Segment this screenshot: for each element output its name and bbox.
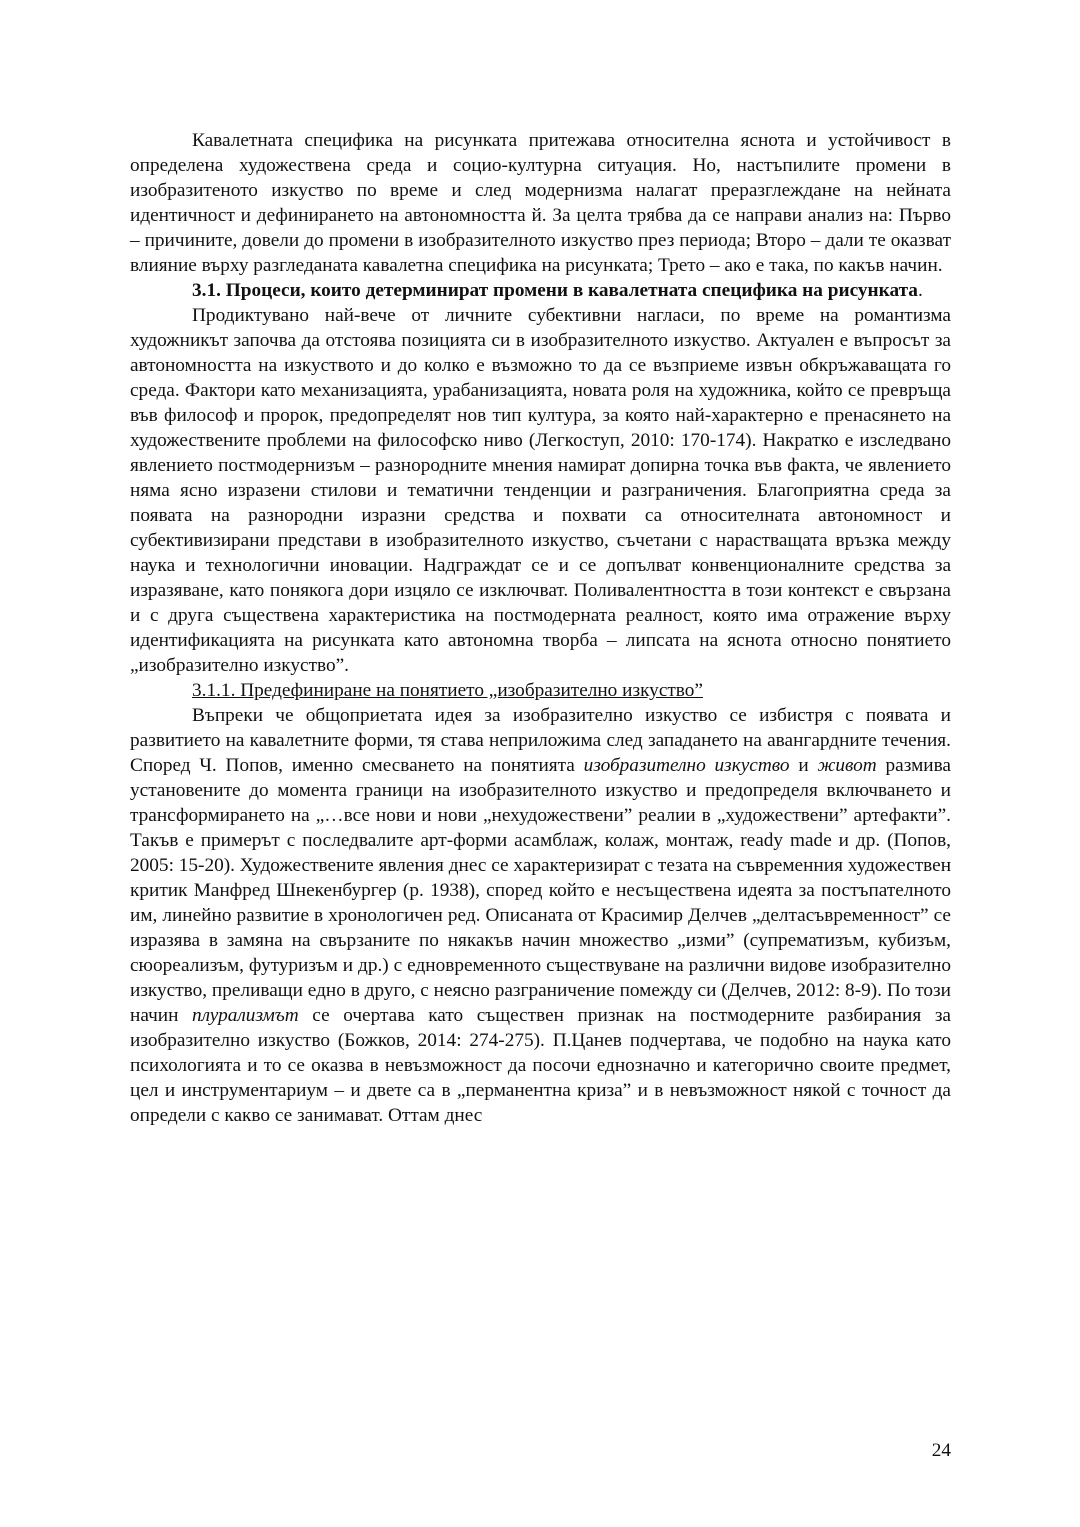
page-body: [130, 128, 951, 1128]
subsection-heading-3-1-1: [130, 678, 951, 703]
paragraph-redefinition-part-4: се очертава като съществен признак на постмодерните разбирания за изобразително изкуство (Божков, 2014: 274-275). П.Цанев подчертава, че подобно на наука като психологията и то се оказва в невъзможност да посочи еднозначно и категорично своите предмет, цел и инструментариум – и двете са в „перманентна криза” и в невъзможност някой с точност да определи с какво се занимават. Оттам днес: [130, 1005, 951, 1126]
paragraph-redefinition-part-3: размива установените до момента граници на изобразителното изкуство и предопределя включването и трансформирането на „…все нови и нови „нехудожествени” реалии в „художествени” артефакти”. Такъв е примерът с последвалите арт-форми асамблаж, колаж, монтаж, ready made и др. (Попов, 2005: 15-20). Художествените явления днес се характеризират с тезата на съвременния художествен критик Манфред Шнекенбургер (р. 1938), според който е несъществена идеята за постъпателното им, линейно развитие в хронологичен ред. Описаната от Красимир Делчев „делтасъвременност” се изразява в замяна на свързаните по някакъв начин множество „изми” (супрематизъм, кубизъм, сюореализъм, футуризъм и др.) с едновременното съществуване на различни видове изобразително изкуство, преливащи едно в друго, с неясно разграничение помежду си (Делчев, 2012: 8-9). По този начин: [130, 755, 952, 1026]
paragraph-redefinition: [130, 703, 951, 1128]
paragraph-romanticism: Продиктувано най-вече от личните субективни нагласи, по време на романтизма художникът започва да отстоява позицията си в изобразителното изкуство. Актуален е въпросът за автономността на изкуството и до колко е възможно то да се възприеме извън обкръжаващата го среда. Фактори като механизацията, урабанизацията, новата роля на художника, който се превръща във философ и пророк, предопределят нов тип култура, за която най-характерно е пренасянето на художествените проблеми на философско ниво (Легкоступ, 2010: 170-174). Накратко е изследвано явлението постмодернизъм – разнородните мнения намират допирна точка във факта, че явлението няма ясно изразени стилови и тематични тенденции и разграничения. Благоприятна среда за появата на разнородни изразни средства и похвати са относителната автономност и субективизирани представи в изобразителното изкуство, съчетани с нарастващата връзка между наука и технологични иновации. Надграждат се и се допълват конвенционалните средства за изразяване, като понякога дори изцяло се изключват. Поливалентността в този контекст е свързана и с друга съществена характеристика на постмодерната реалност, която има отражение върху идентификацията на рисунката като автономна творба – липсата на яснота относно понятието „изобразително изкуство”.: [130, 305, 951, 676]
section-heading-3-1-period: .: [917, 280, 923, 301]
paragraph-redefinition-part-1: Въпреки че общоприетата идея за изобразително изкуство се избистря с появата и развитието на кавалетните форми, тя става неприложима след западането на авангардните течения. Според Ч. Попов, именно смесването на понятията: [130, 705, 951, 776]
term-pluralism: плурализмът: [192, 1005, 299, 1026]
section-heading-3-1: [130, 278, 951, 303]
section-heading-3-1-text: 3.1. Процеси, които детерминират промени в кавалетната специфика на рисунката: [192, 280, 918, 301]
paragraph-intro: Кавалетната специфика на рисунката притежава относителна яснота и устойчивост в определена художествена среда и социо-културна ситуация. Но, настъпилите промени в изобразитеното изкуство по време и след модернизма налагат преразглеждане на нейната идентичност и дефинирането на автономността й. За целта трябва да се направи анализ на: Първо – причините, довели до промени в изобразителното изкуство през периода; Второ – дали те оказват влияние върху разгледаната кавалетна специфика на рисунката; Трето – ако е така, по какъв начин.: [130, 130, 951, 276]
paragraph-redefinition-part-2: и: [789, 755, 818, 776]
page-number: 24: [931, 1440, 951, 1461]
term-life: живот: [817, 755, 877, 776]
term-fine-art: изобразително изкуство: [583, 755, 790, 776]
subsection-heading-3-1-1-text: 3.1.1. Предефиниране на понятието „изобразително изкуство”: [192, 680, 703, 701]
